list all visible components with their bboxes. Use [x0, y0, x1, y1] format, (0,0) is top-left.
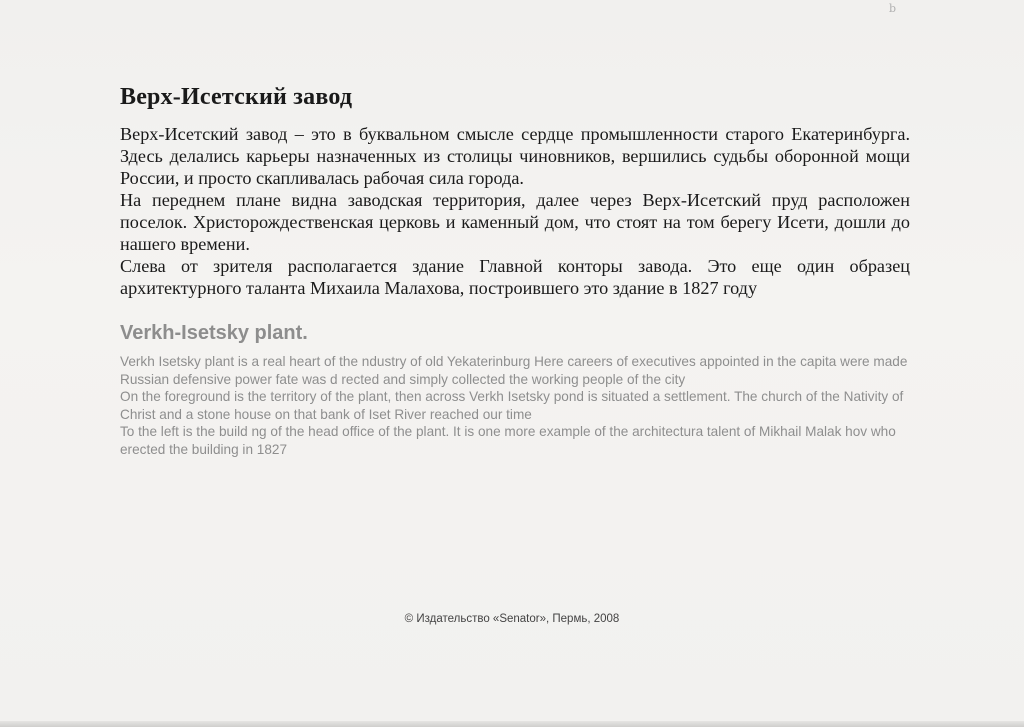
- english-body: [120, 353, 915, 458]
- english-paragraph: To the left is the build ng of the head office of the plant. It is one more example of the architectura talent of Mikhail Malak hov who erected the building in 1827: [120, 424, 896, 457]
- english-title: Verkh-Isetsky plant.: [120, 322, 308, 344]
- russian-paragraph: Верх-Исетский завод – это в буквальном смысле сердце промышленности старого Екатеринбурга. Здесь делались карьеры назначенных из столицы чиновников, вершились судьбы оборонной мощи России, и просто скапливалась рабочая сила города.: [120, 124, 910, 188]
- page-mark: b: [888, 2, 896, 15]
- english-paragraph: Verkh Isetsky plant is a real heart of the ndustry of old Yekaterinburg Here careers of executives appointed in the capita were made Russian defensive power fate was d rected and simply collected the working people of the city: [120, 354, 908, 387]
- russian-paragraph: На переднем плане видна заводская территория, далее через Верх-Исетский пруд расположен поселок. Христорождественская церковь и каменный дом, что стоят на том берегу Исети, дошли до нашего времени.: [120, 190, 910, 254]
- russian-title: Верх-Исетский завод: [120, 84, 353, 110]
- russian-body: [120, 123, 910, 299]
- copyright-footer: © Издательство «Senator», Пермь, 2008: [404, 613, 620, 625]
- english-section: [120, 320, 915, 458]
- english-paragraph: On the foreground is the territory of the plant, then across Verkh Isetsky pond is situated a settlement. The church of the Nativity of Christ and a stone house on that bank of Iset River reached our time: [120, 389, 904, 422]
- russian-paragraph: Слева от зрителя располагается здание Главной конторы завода. Это еще один образец архитектурного таланта Михаила Малахова, построившего это здание в 1827 году: [120, 256, 910, 298]
- page-bottom-edge: [0, 721, 1024, 727]
- russian-section: [120, 84, 910, 299]
